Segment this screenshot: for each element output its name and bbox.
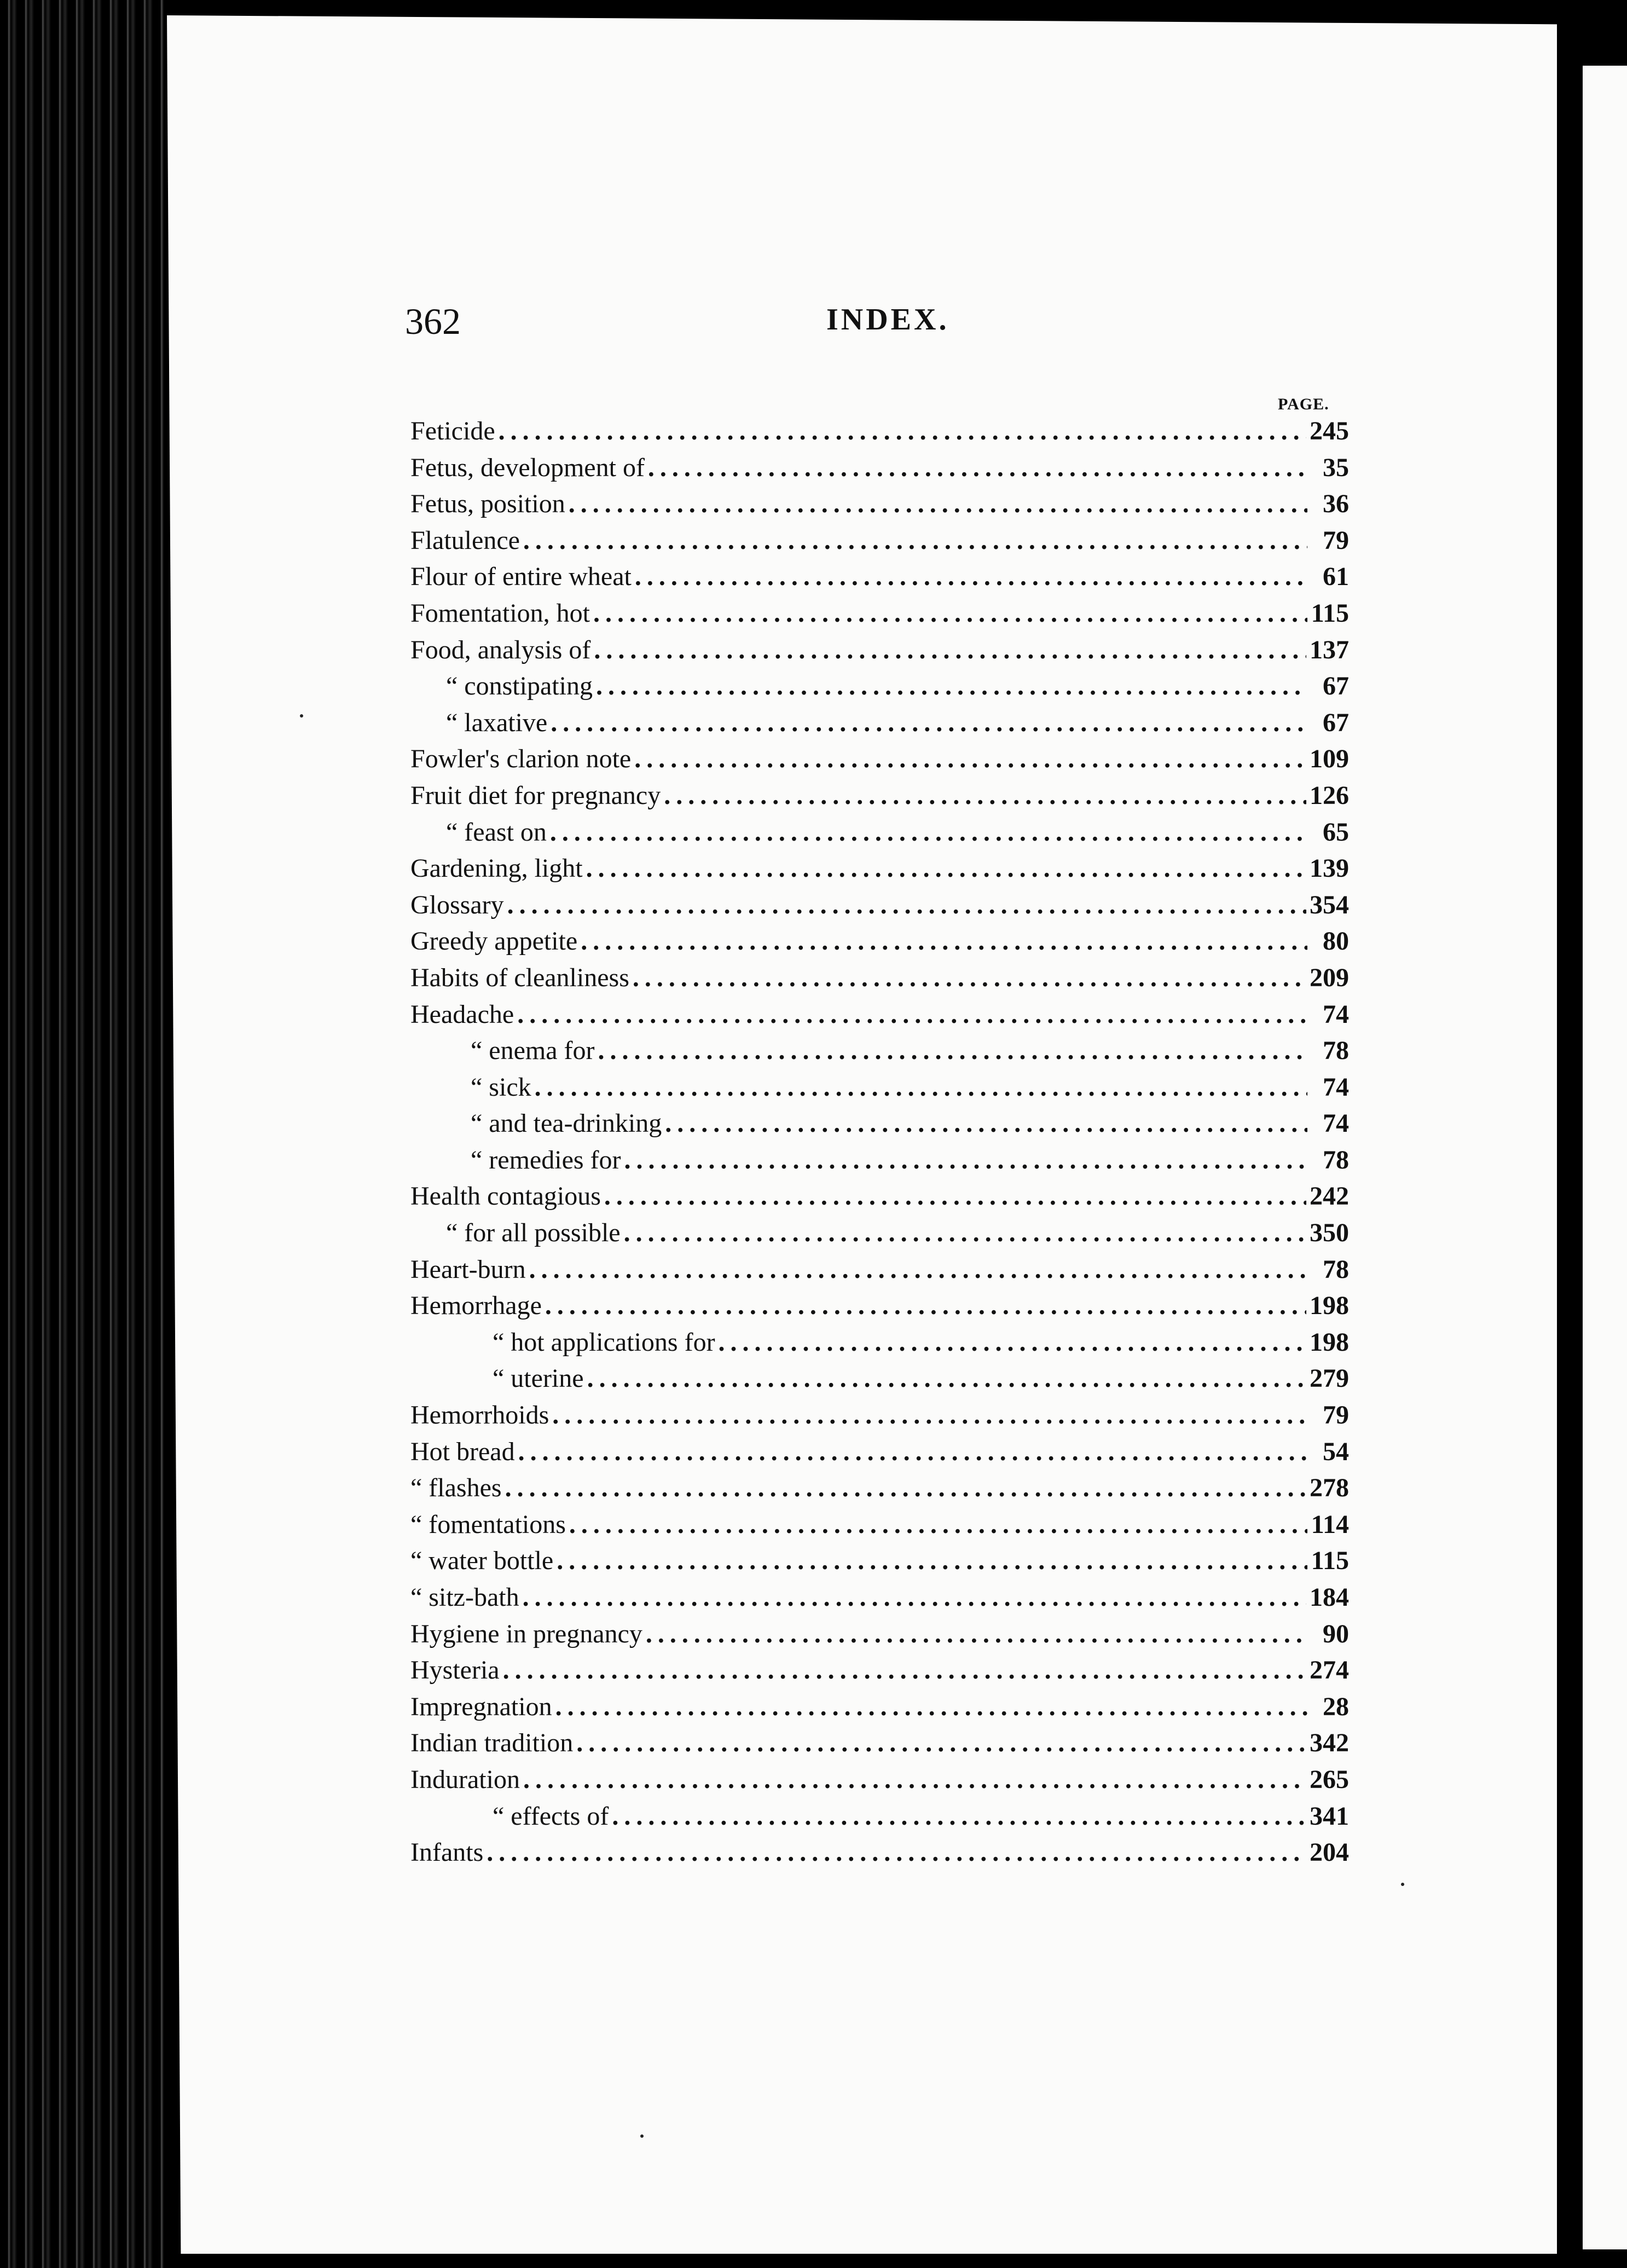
index-entry-page: 78: [1323, 1254, 1349, 1284]
index-entry-text: Infants: [410, 1838, 484, 1867]
index-entry: [410, 1181, 1349, 1218]
index-entry-page: 35: [1323, 453, 1349, 482]
index-entry-page: 126: [1310, 780, 1349, 810]
index-entry: [410, 817, 1349, 854]
index-entry-page: 350: [1310, 1218, 1349, 1248]
ink-speck: [640, 2134, 644, 2138]
index-entry: [410, 890, 1349, 927]
index-entry-text: Impregnation: [410, 1692, 552, 1721]
index-entry-page: 79: [1323, 525, 1349, 555]
index-entry-text: Heart-burn: [410, 1254, 526, 1284]
index-entry-page: 198: [1310, 1327, 1349, 1357]
index-entry: [410, 525, 1349, 562]
index-entry: [410, 853, 1349, 890]
index-entry: [410, 1145, 1349, 1182]
index-entry-page: 245: [1310, 416, 1349, 445]
index-entry: [410, 453, 1349, 489]
dot-leader: [552, 1400, 1307, 1430]
index-entry-text: Hemorrhoids: [410, 1401, 549, 1430]
index-entry-page: 198: [1310, 1291, 1349, 1321]
index-entry-page: 79: [1323, 1401, 1349, 1430]
dot-leader: [576, 1728, 1306, 1758]
dot-leader: [569, 489, 1307, 519]
index-entry-text: Fomentation, hot: [410, 598, 590, 628]
index-entry: [410, 999, 1349, 1036]
index-entry-text: “ laxative: [446, 708, 548, 737]
index-entry-text: Fetus, development of: [410, 453, 645, 482]
index-entry-text: Greedy appetite: [410, 927, 578, 956]
dot-leader: [523, 1582, 1306, 1612]
dot-leader: [507, 890, 1306, 920]
index-entry: [410, 1837, 1349, 1874]
dot-leader: [594, 635, 1306, 665]
index-entry: [410, 926, 1349, 963]
index-entry: [410, 1582, 1349, 1619]
dot-leader: [624, 1145, 1307, 1175]
dot-leader: [586, 853, 1306, 883]
index-entry-text: Hygiene in pregnancy: [410, 1619, 642, 1648]
index-entry: [410, 1473, 1349, 1509]
index-list: [410, 416, 1349, 1874]
dot-leader: [634, 744, 1306, 774]
index-entry-text: Hemorrhage: [410, 1291, 542, 1321]
index-entry-text: “ water bottle: [410, 1546, 554, 1576]
index-entry-page: 78: [1323, 1145, 1349, 1174]
index-entry: [410, 1437, 1349, 1473]
index-entry-page: 204: [1310, 1838, 1349, 1867]
index-entry: [410, 1619, 1349, 1656]
dot-leader: [569, 1509, 1307, 1540]
dot-leader: [587, 1363, 1306, 1393]
index-entry: [410, 1363, 1349, 1400]
index-entry: [410, 708, 1349, 744]
index-entry: [410, 1692, 1349, 1728]
index-entry-text: “ effects of: [493, 1801, 609, 1831]
index-entry-text: “ and tea-drinking: [471, 1109, 662, 1138]
dot-leader: [624, 1218, 1306, 1248]
index-entry-text: Headache: [410, 999, 514, 1029]
dot-leader: [487, 1837, 1306, 1867]
index-entry: [410, 489, 1349, 525]
index-entry-page: 65: [1323, 817, 1349, 847]
index-entry: [410, 963, 1349, 999]
index-entry: [410, 780, 1349, 817]
index-entry-page: 28: [1323, 1692, 1349, 1721]
page-column-label: PAGE.: [1278, 395, 1329, 413]
index-entry: [410, 1254, 1349, 1291]
index-entry-page: 115: [1311, 598, 1349, 628]
dot-leader: [604, 1181, 1306, 1211]
index-entry: [410, 1509, 1349, 1546]
index-entry-page: 279: [1310, 1364, 1349, 1393]
dot-leader: [646, 1619, 1307, 1649]
index-entry-page: 74: [1323, 1109, 1349, 1138]
index-entry-page: 278: [1310, 1473, 1349, 1503]
index-entry-page: 184: [1310, 1583, 1349, 1612]
index-entry-page: 54: [1323, 1437, 1349, 1466]
book-binding-edge: [0, 0, 164, 2268]
dot-leader: [665, 1108, 1307, 1138]
index-entry-text: Flatulence: [410, 525, 520, 555]
dot-leader: [545, 1291, 1306, 1321]
index-entry-page: 115: [1311, 1546, 1349, 1576]
index-entry: [410, 635, 1349, 672]
dot-leader: [518, 1437, 1307, 1467]
index-entry: [410, 598, 1349, 635]
dot-leader: [581, 926, 1307, 956]
dot-leader: [535, 1072, 1307, 1102]
index-entry-page: 139: [1310, 854, 1349, 883]
index-entry: [410, 1218, 1349, 1254]
index-entry-text: Fetus, position: [410, 489, 565, 519]
facing-page-edge: [1583, 66, 1627, 2249]
dot-leader: [505, 1473, 1306, 1503]
index-entry-page: 61: [1323, 562, 1349, 592]
index-entry-text: “ sick: [471, 1072, 531, 1102]
dot-leader: [612, 1801, 1306, 1831]
index-entry-page: 67: [1323, 672, 1349, 701]
index-entry-page: 209: [1310, 963, 1349, 992]
dot-leader: [555, 1692, 1307, 1722]
index-entry-text: “ flashes: [410, 1473, 502, 1503]
dot-leader: [503, 1655, 1306, 1685]
dot-leader: [517, 999, 1307, 1029]
index-entry-page: 78: [1323, 1036, 1349, 1066]
index-entry-page: 114: [1311, 1509, 1349, 1539]
index-entry-page: 67: [1323, 708, 1349, 737]
dot-leader: [596, 671, 1307, 701]
index-entry: [410, 1728, 1349, 1764]
index-entry-text: Glossary: [410, 890, 504, 919]
index-entry-text: Habits of cleanliness: [410, 963, 629, 992]
dot-leader: [550, 817, 1307, 847]
index-entry-text: “ hot applications for: [493, 1327, 715, 1357]
index-entry: [410, 1400, 1349, 1437]
dot-leader: [635, 562, 1307, 592]
index-entry-page: 109: [1310, 744, 1349, 774]
index-entry-text: Hot bread: [410, 1437, 515, 1466]
index-entry: [410, 562, 1349, 598]
index-entry-text: Health contagious: [410, 1182, 601, 1211]
index-entry: [410, 1801, 1349, 1838]
dot-leader: [523, 525, 1307, 556]
dot-leader: [557, 1546, 1307, 1576]
running-title: INDEX.: [826, 303, 949, 337]
index-entry-text: “ feast on: [446, 817, 547, 847]
index-entry-page: 341: [1310, 1801, 1349, 1831]
index-entry-text: “ for all possible: [446, 1218, 621, 1248]
page-header: [405, 300, 1346, 349]
index-entry-text: Gardening, light: [410, 854, 583, 883]
index-entry-text: “ sitz-bath: [410, 1583, 519, 1612]
index-entry-page: 265: [1310, 1764, 1349, 1794]
index-entry: [410, 1764, 1349, 1801]
index-entry-text: “ enema for: [471, 1036, 595, 1066]
index-entry-text: Fruit diet for pregnancy: [410, 780, 661, 810]
index-entry-text: Indian tradition: [410, 1728, 574, 1758]
dot-leader: [648, 453, 1307, 483]
dot-leader: [593, 598, 1307, 628]
index-entry-text: Flour of entire wheat: [410, 562, 632, 592]
index-entry: [410, 1291, 1349, 1327]
index-entry: [410, 1108, 1349, 1145]
dot-leader: [598, 1035, 1307, 1066]
index-entry-text: “ fomentations: [410, 1509, 566, 1539]
index-entry-page: 242: [1310, 1182, 1349, 1211]
index-entry: [410, 1035, 1349, 1072]
dot-leader: [523, 1764, 1306, 1795]
index-entry-page: 342: [1310, 1728, 1349, 1758]
index-entry-page: 354: [1310, 890, 1349, 919]
index-entry-text: “ constipating: [446, 672, 593, 701]
index-entry-page: 74: [1323, 999, 1349, 1029]
index-entry: [410, 744, 1349, 780]
dot-leader: [529, 1254, 1307, 1285]
index-entry-text: Induration: [410, 1764, 520, 1794]
ink-speck: [300, 714, 303, 718]
index-entry-page: 74: [1323, 1072, 1349, 1102]
index-entry-text: Hysteria: [410, 1656, 500, 1685]
page-number: 362: [405, 300, 461, 342]
index-entry: [410, 416, 1349, 453]
index-entry: [410, 1655, 1349, 1692]
dot-leader: [664, 780, 1306, 811]
index-entry: [410, 671, 1349, 708]
dot-leader: [633, 963, 1306, 993]
index-entry: [410, 1546, 1349, 1582]
index-entry-text: “ uterine: [493, 1364, 584, 1393]
index-entry-text: Food, analysis of: [410, 635, 591, 664]
dot-leader: [551, 708, 1307, 738]
index-entry: [410, 1327, 1349, 1364]
index-entry-page: 274: [1310, 1656, 1349, 1685]
dot-leader: [719, 1327, 1306, 1357]
index-entry-page: 80: [1323, 927, 1349, 956]
index-entry-text: Feticide: [410, 416, 495, 445]
index-entry: [410, 1072, 1349, 1109]
index-entry-page: 137: [1310, 635, 1349, 664]
index-entry-page: 90: [1323, 1619, 1349, 1648]
index-entry-text: Fowler's clarion note: [410, 744, 632, 774]
dot-leader: [499, 416, 1306, 446]
index-entry-page: 36: [1323, 489, 1349, 519]
ink-speck: [1401, 1883, 1404, 1886]
index-entry-text: “ remedies for: [471, 1145, 621, 1174]
